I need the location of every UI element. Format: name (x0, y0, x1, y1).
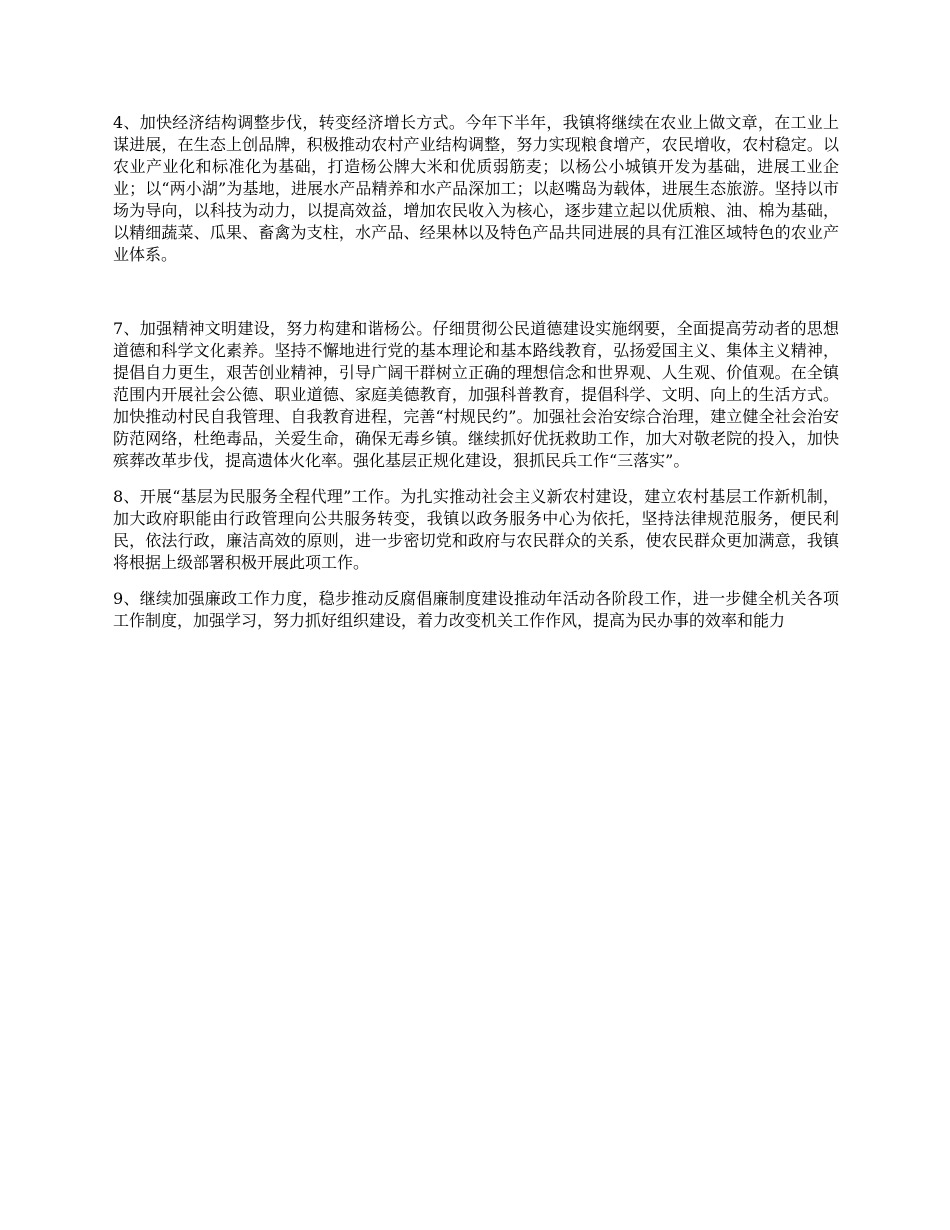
paragraph-item-7: 7、加强精神文明建设，努力构建和谐杨公。仔细贯彻公民道德建设实施纲要，全面提高劳动者的思想道德和科学文化素养。坚持不懈地进行党的基本理论和基本路线教育，弘扬爱国主义、集体主义精神，提倡自力更生，艰苦创业精神，引导广阔干群树立正确的理想信念和世界观、人生观、价值观。在全镇范围内开展社会公德、职业道德、家庭美德教育，加强科普教育，提倡科学、文明、向上的生活方式。加快推动村民自我管理、自我教育进程，完善“村规民约”。加强社会治安综合治理，建立健全社会治安防范网络，杜绝毒品，关爱生命，确保无毒乡镇。继续抓好优抚救助工作，加大对敬老院的投入，加快殡葬改革步伐，提高遗体火化率。强化基层正规化建设，狠抓民兵工作“三落实”。 (113, 319, 839, 470)
paragraph-item-4: 4、加快经济结构调整步伐，转变经济增长方式。今年下半年，我镇将继续在农业上做文章，在工业上谋进展，在生态上创品牌，积极推动农村产业结构调整，努力实现粮食增产，农民增收，农村稳定。以农业产业化和标准化为基础，打造杨公牌大米和优质弱筋麦；以杨公小城镇开发为基础，进展工业企业；以“两小湖”为基地，进展水产品精养和水产品深加工；以赵嘴岛为载体，进展生态旅游。坚持以市场为导向，以科技为动力，以提高效益，增加农民收入为核心，逐步建立起以优质粮、油、棉为基础，以精细蔬菜、瓜果、畜禽为支柱，水产品、经果林以及特色产品共同进展的具有江淮区域特色的农业产业体系。 (113, 113, 839, 264)
paragraph-item-8: 8、开展“基层为民服务全程代理”工作。为扎实推动社会主义新农村建设，建立农村基层工作新机制，加大政府职能由行政管理向公共服务转变，我镇以政务服务中心为依托，坚持法律规范服务，便民利民，依法行政，廉洁高效的原则，进一步密切党和政府与农民群众的关系，使农民群众更加满意，我镇将根据上级部署积极开展此项工作。 (113, 487, 839, 572)
paragraph-gap (113, 266, 839, 318)
document-body (113, 112, 839, 632)
paragraph-item-9: 9、继续加强廉政工作力度，稳步推动反腐倡廉制度建设推动年活动各阶段工作，进一步健全机关各项工作制度，加强学习，努力抓好组织建设，着力改变机关工作作风，提高为民办事的效率和能力 (113, 589, 839, 630)
